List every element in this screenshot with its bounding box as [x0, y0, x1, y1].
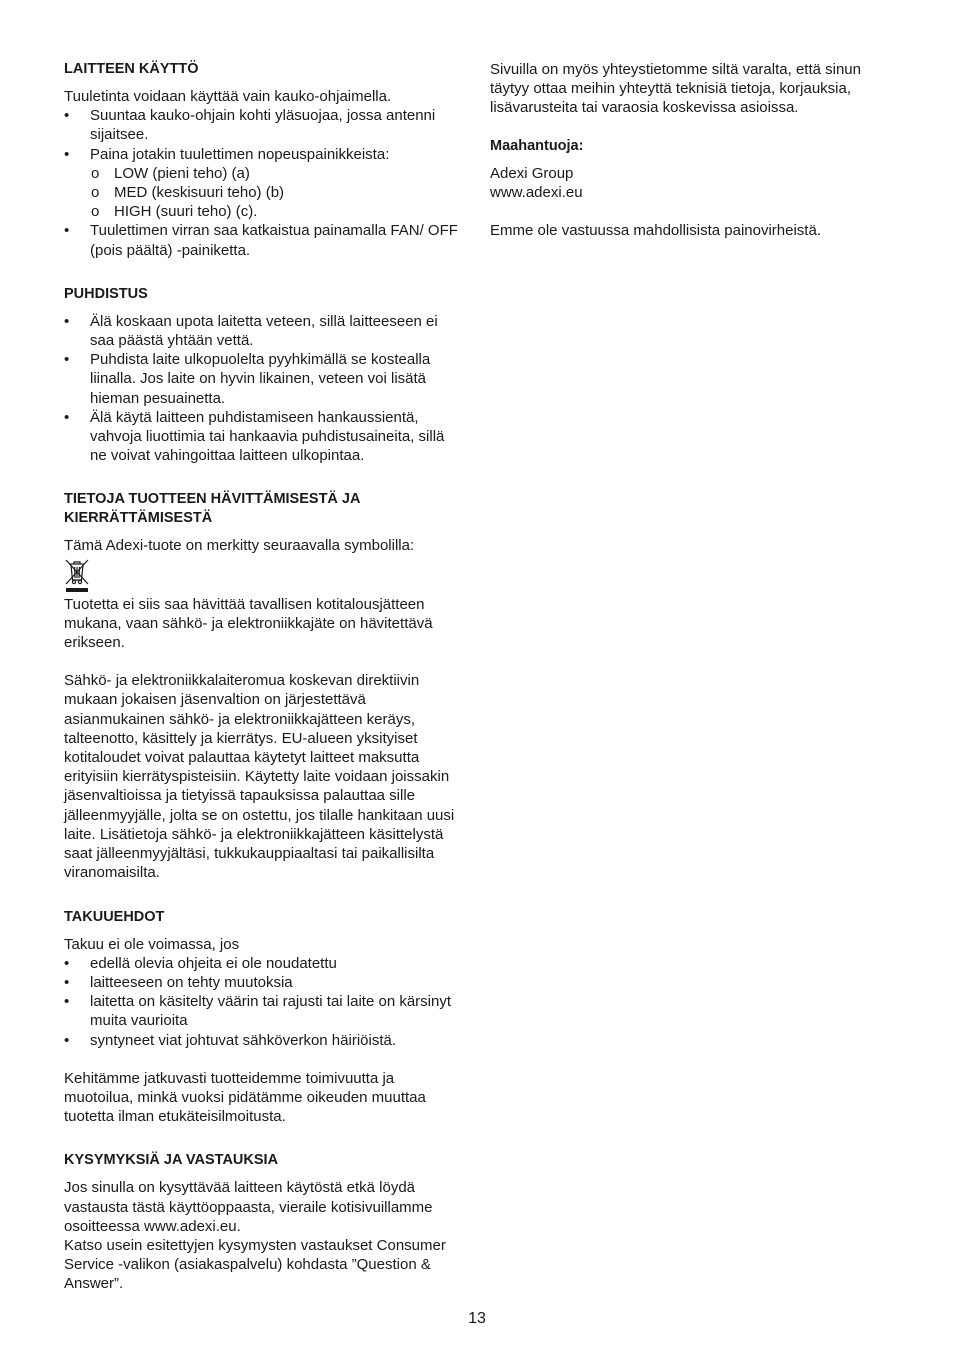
speed-item-med: o MED (keskisuuri teho) (b): [90, 183, 464, 202]
list-item: • laitteeseen on tehty muutoksia: [64, 973, 464, 992]
speed-intro: Paina jotakin tuulettimen nopeuspainikkeista:: [90, 145, 390, 163]
speed-list: [90, 164, 464, 222]
section-laitteen-kaytto: [64, 60, 464, 260]
heading-maahantuoja: Maahantuoja:: [490, 137, 584, 154]
faq-paragraph-2: Katso usein esitettyjen kysymysten vastaukset Consumer Service -valikon (asiakaspalvelu) kohdasta ”Question & Answer”.: [64, 1236, 446, 1293]
right-column: [490, 60, 890, 240]
contact-paragraph: Sivuilla on myös yhteystietomme siltä varalta, että sinun täytyy ottaa meihin yhteyttä teknisiä tietoja, korjauksia, lisävarusteita tai varaosia koskevissa asioissa.: [490, 61, 861, 117]
section-tietoja: [64, 490, 464, 882]
list-item: • edellä olevia ohjeita ei ole noudatettu: [64, 954, 464, 973]
crossed-out-wheeled-bin-icon: [64, 558, 90, 594]
list-item: • laitetta on käsitelty väärin tai rajusti tai laite on kärsinyt muita vaurioita: [64, 992, 464, 1030]
list-item: • Suuntaa kauko-ohjain kohti yläsuojaa, jossa antenni sijaitsee.: [64, 106, 464, 144]
warranty-list: [64, 954, 464, 1050]
cleaning-list: [64, 312, 464, 466]
heading-tietoja: TIETOJA TUOTTEEN HÄVITTÄMISESTÄ JA KIERRÄTTÄMISESTÄ: [64, 491, 360, 527]
company-name: Adexi Group: [490, 164, 574, 182]
list-item: • syntyneet viat johtuvat sähköverkon häiriöistä.: [64, 1031, 464, 1050]
heading-takuuehdot: TAKUUEHDOT: [64, 908, 165, 925]
warranty-intro: Takuu ei ole voimassa, jos: [64, 935, 240, 953]
page-number: 13: [468, 1310, 486, 1327]
list-item: • Puhdista laite ulkopuolelta pyyhkimällä se kostealla liinalla. Jos laite on hyvin likainen, veteen voi lisätä hieman pesuainetta.: [64, 350, 464, 408]
heading-puhdistus: PUHDISTUS: [64, 285, 148, 302]
heading-laitteen-kaytto: LAITTEEN KÄYTTÖ: [64, 61, 199, 77]
usage-list: [64, 106, 464, 260]
disposal-intro: Tämä Adexi-tuote on merkitty seuraavalla symbolilla:: [64, 537, 415, 555]
list-item: • Tuulettimen virran saa katkaistua painamalla FAN/ OFF (pois päältä) -painiketta.: [64, 221, 464, 259]
speed-item-low: o LOW (pieni teho) (a): [90, 164, 464, 183]
speed-item-high: o HIGH (suuri teho) (c).: [90, 202, 464, 221]
list-item: • Älä käytä laitteen puhdistamiseen hankaussientä, vahvoja liuottimia tai hankaavia puhdistusaineita, sillä ne voivat vahingoittaa laitteen ulkopintaa.: [64, 408, 464, 466]
disposal-paragraph-1: Tuotetta ei siis saa hävittää tavallisen kotitalousjätteen mukana, vaan sähkö- ja elektroniikkajäte on hävitettävä erikseen.: [64, 595, 433, 652]
company-website: www.adexi.eu: [490, 183, 583, 201]
left-column: [64, 60, 464, 1319]
faq-paragraph-1: Jos sinulla on kysyttävää laitteen käytöstä etkä löydä vastausta tästä käyttöoppaasta, vieraile kotisivuillamme osoitteessa www.adexi.eu.: [64, 1179, 433, 1235]
disposal-paragraph-2: Sähkö- ja elektroniikkalaiteromua koskevan direktiivin mukaan jokaisen jäsenvaltion on järjestettävä asianmukainen sähkö- ja elektroniikkajätteen keräys, talteenotto, käsittely ja kierrätys. EU-alueen yksityiset kotitaloudet voivat palauttaa käytetyt laitteet maksutta erityisiin kierrätyspisteisiin. Käytetty laite voidaan joissakin jäsenvaltioissa ja tietyissä tapauksissa palauttaa sille jälleenmyyjälle, jolta se on ostettu, jos tilalle hankitaan uusi laite. Lisätietoja sähkö- ja elektroniikkajätteen käsittelystä saat jälleenmyyjältäsi, tukkukauppiaaltasi tai paikallisilta viranomaisilta.: [64, 672, 455, 882]
heading-kysymyksia: KYSYMYKSIÄ JA VASTAUKSIA: [64, 1152, 279, 1169]
section-puhdistus: [64, 285, 464, 466]
list-item: [64, 145, 464, 222]
list-item: • Älä koskaan upota laitetta veteen, sillä laitteeseen ei saa päästä yhtään vettä.: [64, 312, 464, 350]
warranty-paragraph: Kehitämme jatkuvasti tuotteidemme toimivuutta ja muotoilua, minkä vuoksi pidätämme oikeuden muuttaa tuotetta ilman etukäteisilmoitusta.: [64, 1069, 426, 1126]
usage-intro: Tuuletinta voidaan käyttää vain kauko-ohjaimella.: [64, 88, 392, 105]
section-kysymyksia: [64, 1151, 464, 1293]
section-takuuehdot: [64, 908, 464, 1127]
disclaimer: Emme ole vastuussa mahdollisista painovirheistä.: [490, 222, 821, 240]
